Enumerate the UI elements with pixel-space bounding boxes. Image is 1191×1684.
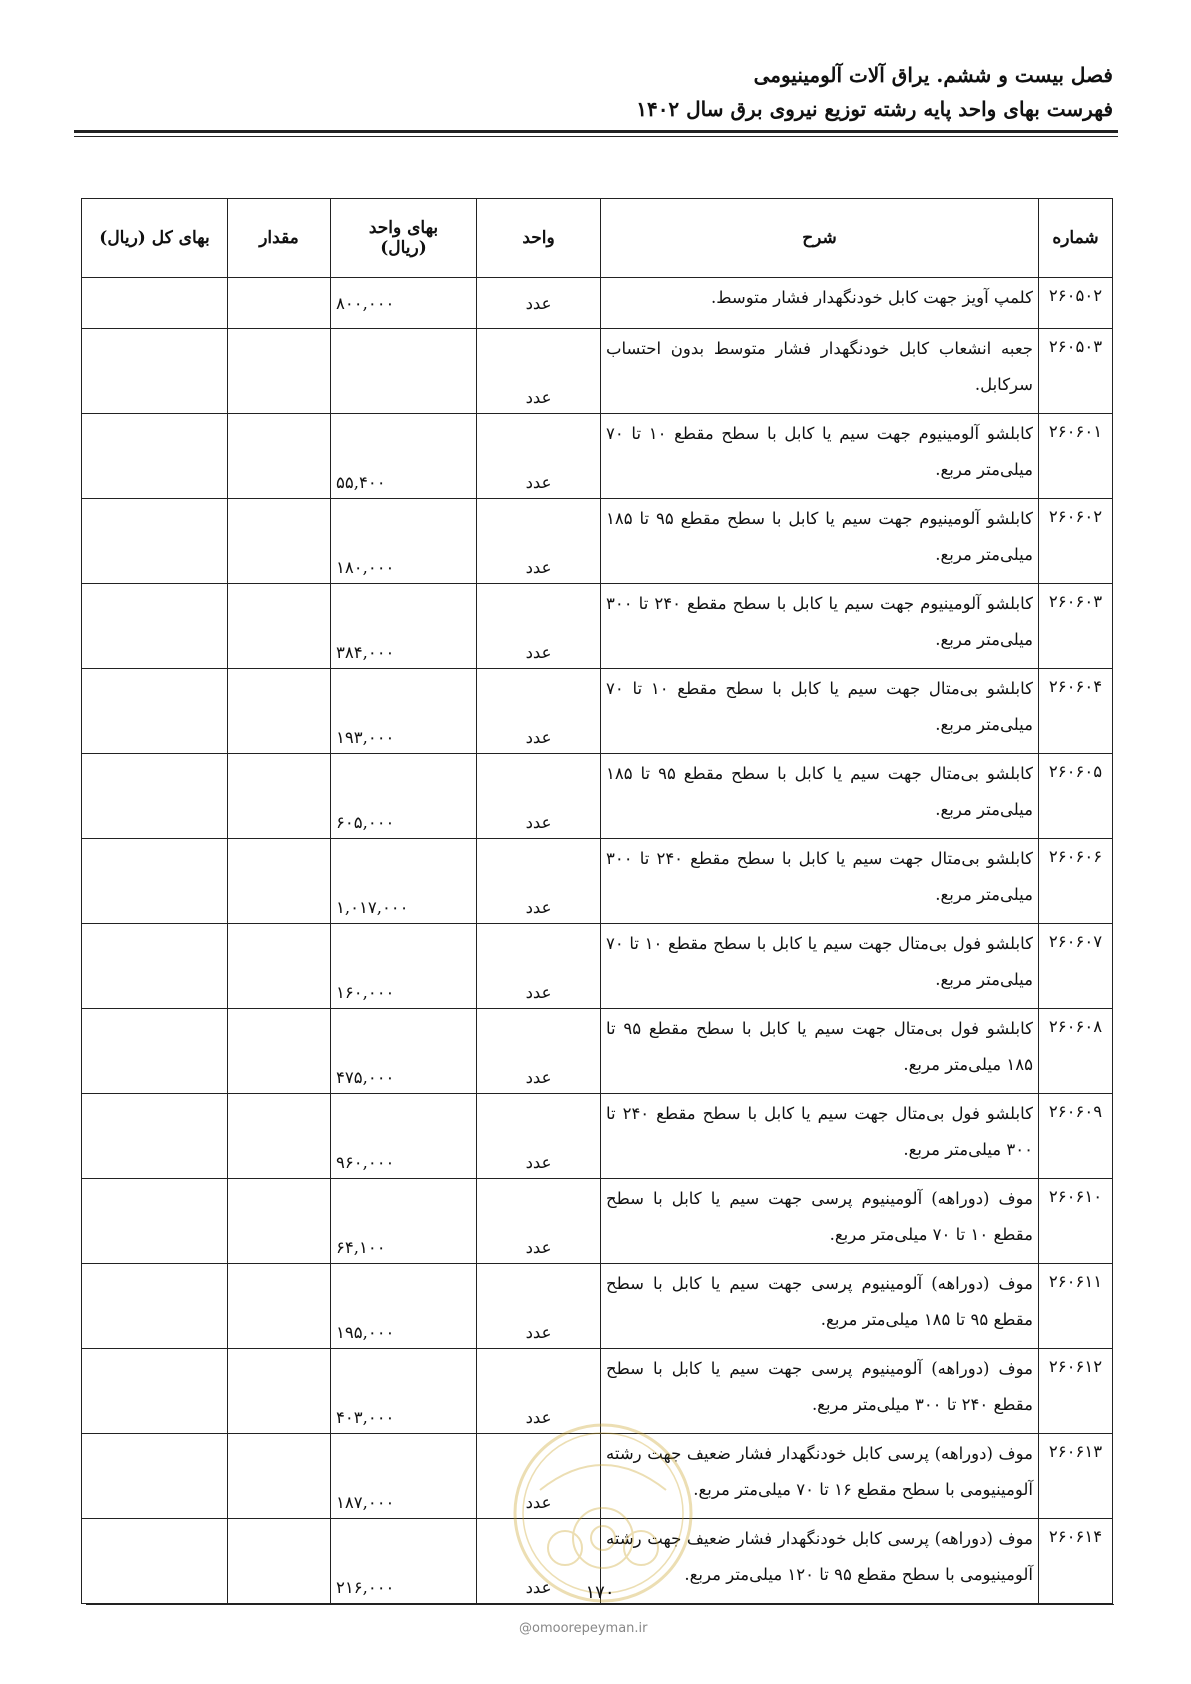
col-unit-header: واحد [477, 199, 601, 278]
row-total [82, 1094, 228, 1179]
row-unit-price: ۴۰۳,۰۰۰ [331, 1349, 477, 1434]
row-unit-price: ۲۱۶,۰۰۰ [331, 1519, 477, 1604]
row-description: کابلشو آلومینیوم جهت سیم یا کابل با سطح مقطع ۱۰ تا ۷۰ میلی‌متر مربع. [601, 414, 1039, 499]
table-row [82, 924, 1113, 1009]
row-unit: عدد [477, 278, 601, 329]
table-row [82, 669, 1113, 754]
row-total [82, 329, 228, 414]
price-table [81, 198, 1113, 1604]
col-qty-header: مقدار [228, 199, 331, 278]
row-code: ۲۶۰۶۰۳ [1039, 584, 1113, 669]
row-code: ۲۶۰۶۰۶ [1039, 839, 1113, 924]
row-code: ۲۶۰۶۰۵ [1039, 754, 1113, 839]
row-unit-price: ۱۸۰,۰۰۰ [331, 499, 477, 584]
row-description: کابلشو فول بی‌متال جهت سیم یا کابل با سطح مقطع ۲۴۰ تا ۳۰۰ میلی‌متر مربع. [601, 1094, 1039, 1179]
row-unit-price: ۸۰۰,۰۰۰ [331, 278, 477, 329]
row-description: کابلشو بی‌متال جهت سیم یا کابل با سطح مقطع ۱۰ تا ۷۰ میلی‌متر مربع. [601, 669, 1039, 754]
table-row [82, 329, 1113, 414]
row-total [82, 1519, 228, 1604]
row-description: کابلشو آلومینیوم جهت سیم یا کابل با سطح مقطع ۹۵ تا ۱۸۵ میلی‌متر مربع. [601, 499, 1039, 584]
row-quantity [228, 414, 331, 499]
header-rule-thick [74, 130, 1118, 133]
row-unit-price: ۱۸۷,۰۰۰ [331, 1434, 477, 1519]
row-unit: عدد [477, 839, 601, 924]
row-code: ۲۶۰۶۰۲ [1039, 499, 1113, 584]
row-code: ۲۶۰۶۰۷ [1039, 924, 1113, 1009]
chapter-title: فصل بیست و ششم. یراق آلات آلومینیومی [753, 63, 1113, 87]
row-unit: عدد [477, 924, 601, 1009]
col-desc-header: شرح [601, 199, 1039, 278]
row-code: ۲۶۰۶۰۴ [1039, 669, 1113, 754]
table-row [82, 839, 1113, 924]
row-total [82, 669, 228, 754]
row-quantity [228, 329, 331, 414]
row-description: کابلشو آلومینیوم جهت سیم یا کابل با سطح مقطع ۲۴۰ تا ۳۰۰ میلی‌متر مربع. [601, 584, 1039, 669]
col-unit-price-header [331, 199, 477, 278]
row-unit: عدد [477, 1434, 601, 1519]
row-total [82, 584, 228, 669]
row-total [82, 1434, 228, 1519]
col-code-header: شماره [1039, 199, 1113, 278]
row-unit-price: ۶۰۵,۰۰۰ [331, 754, 477, 839]
row-unit-price: ۴۷۵,۰۰۰ [331, 1009, 477, 1094]
row-description: موف (دوراهه) آلومینیوم پرسی جهت سیم یا کابل با سطح مقطع ۱۰ تا ۷۰ میلی‌متر مربع. [601, 1179, 1039, 1264]
row-description: موف (دوراهه) پرسی کابل خودنگهدار فشار ضعیف جهت رشته آلومینیومی با سطح مقطع ۹۵ تا ۱۲۰ میلی‌متر مربع. [601, 1519, 1039, 1604]
row-unit: عدد [477, 1349, 601, 1434]
row-description: کلمپ آویز جهت کابل خودنگهدار فشار متوسط. [601, 278, 1039, 329]
table-row [82, 499, 1113, 584]
row-quantity [228, 924, 331, 1009]
row-code: ۲۶۰۵۰۲ [1039, 278, 1113, 329]
row-unit: عدد [477, 1009, 601, 1094]
row-description: موف (دوراهه) آلومینیوم پرسی جهت سیم یا کابل با سطح مقطع ۹۵ تا ۱۸۵ میلی‌متر مربع. [601, 1264, 1039, 1349]
row-unit-price [331, 329, 477, 414]
row-total [82, 924, 228, 1009]
unit-price-header-line2: (ریال) [380, 238, 427, 258]
table-row [82, 754, 1113, 839]
table-row [82, 1179, 1113, 1264]
row-description: کابلشو بی‌متال جهت سیم یا کابل با سطح مقطع ۲۴۰ تا ۳۰۰ میلی‌متر مربع. [601, 839, 1039, 924]
site-watermark: @omoorepeyman.ir [519, 1621, 648, 1636]
row-total [82, 1264, 228, 1349]
table-row [82, 1264, 1113, 1349]
row-quantity [228, 1349, 331, 1434]
unit-price-header-line1: بهای واحد [368, 218, 439, 238]
row-total [82, 1349, 228, 1434]
row-unit: عدد [477, 754, 601, 839]
row-description: موف (دوراهه) پرسی کابل خودنگهدار فشار ضعیف جهت رشته آلومینیومی با سطح مقطع ۱۶ تا ۷۰ میلی‌متر مربع. [601, 1434, 1039, 1519]
header-rule-thin [74, 136, 1118, 137]
row-code: ۲۶۰۶۰۸ [1039, 1009, 1113, 1094]
row-unit: عدد [477, 329, 601, 414]
row-description: موف (دوراهه) آلومینیوم پرسی جهت سیم یا کابل با سطح مقطع ۲۴۰ تا ۳۰۰ میلی‌متر مربع. [601, 1349, 1039, 1434]
row-code: ۲۶۰۶۱۳ [1039, 1434, 1113, 1519]
row-total [82, 499, 228, 584]
table-header-row [82, 199, 1113, 278]
table-row [82, 414, 1113, 499]
seal-watermark-icon [510, 1420, 696, 1606]
row-quantity [228, 1009, 331, 1094]
row-total [82, 278, 228, 329]
row-quantity [228, 839, 331, 924]
row-quantity [228, 1434, 331, 1519]
row-unit-price: ۶۴,۱۰۰ [331, 1179, 477, 1264]
row-total [82, 414, 228, 499]
row-code: ۲۶۰۶۱۲ [1039, 1349, 1113, 1434]
row-quantity [228, 584, 331, 669]
row-quantity [228, 1264, 331, 1349]
row-description: جعبه انشعاب کابل خودنگهدار فشار متوسط بدون احتساب سرکابل. [601, 329, 1039, 414]
row-unit: عدد [477, 414, 601, 499]
page-header [73, 58, 1113, 126]
row-code: ۲۶۰۶۱۱ [1039, 1264, 1113, 1349]
row-total [82, 1009, 228, 1094]
row-unit: عدد [477, 669, 601, 754]
row-code: ۲۶۰۶۰۱ [1039, 414, 1113, 499]
row-total [82, 839, 228, 924]
row-unit-price: ۵۵,۴۰۰ [331, 414, 477, 499]
row-code: ۲۶۰۵۰۳ [1039, 329, 1113, 414]
row-code: ۲۶۰۶۱۴ [1039, 1519, 1113, 1604]
col-total-header: بهای کل (ریال) [82, 199, 228, 278]
page-title: فهرست بهای واحد پایه رشته توزیع نیروی برق سال ۱۴۰۲ [636, 97, 1113, 121]
table-row [82, 1094, 1113, 1179]
page-number: ۱۷۰ [585, 1582, 615, 1603]
row-quantity [228, 1094, 331, 1179]
row-quantity [228, 278, 331, 329]
row-description: کابلشو فول بی‌متال جهت سیم یا کابل با سطح مقطع ۹۵ تا ۱۸۵ میلی‌متر مربع. [601, 1009, 1039, 1094]
row-unit-price: ۱,۰۱۷,۰۰۰ [331, 839, 477, 924]
row-unit-price: ۹۶۰,۰۰۰ [331, 1094, 477, 1179]
row-description: کابلشو فول بی‌متال جهت سیم یا کابل با سطح مقطع ۱۰ تا ۷۰ میلی‌متر مربع. [601, 924, 1039, 1009]
row-description: کابلشو بی‌متال جهت سیم یا کابل با سطح مقطع ۹۵ تا ۱۸۵ میلی‌متر مربع. [601, 754, 1039, 839]
row-quantity [228, 1179, 331, 1264]
row-unit-price: ۱۶۰,۰۰۰ [331, 924, 477, 1009]
row-quantity [228, 669, 331, 754]
row-unit: عدد [477, 584, 601, 669]
row-unit-price: ۳۸۴,۰۰۰ [331, 584, 477, 669]
row-unit-price: ۱۹۵,۰۰۰ [331, 1264, 477, 1349]
table-row [82, 1009, 1113, 1094]
row-unit: عدد [477, 499, 601, 584]
table-row [82, 584, 1113, 669]
row-quantity [228, 499, 331, 584]
row-quantity [228, 754, 331, 839]
row-unit: عدد [477, 1264, 601, 1349]
row-code: ۲۶۰۶۱۰ [1039, 1179, 1113, 1264]
row-quantity [228, 1519, 331, 1604]
row-unit-price: ۱۹۳,۰۰۰ [331, 669, 477, 754]
row-code: ۲۶۰۶۰۹ [1039, 1094, 1113, 1179]
row-unit: عدد [477, 1094, 601, 1179]
footer-rule [86, 1604, 1114, 1605]
row-total [82, 1179, 228, 1264]
table-row [82, 278, 1113, 329]
row-unit: عدد [477, 1519, 601, 1604]
row-unit: عدد [477, 1179, 601, 1264]
row-total [82, 754, 228, 839]
